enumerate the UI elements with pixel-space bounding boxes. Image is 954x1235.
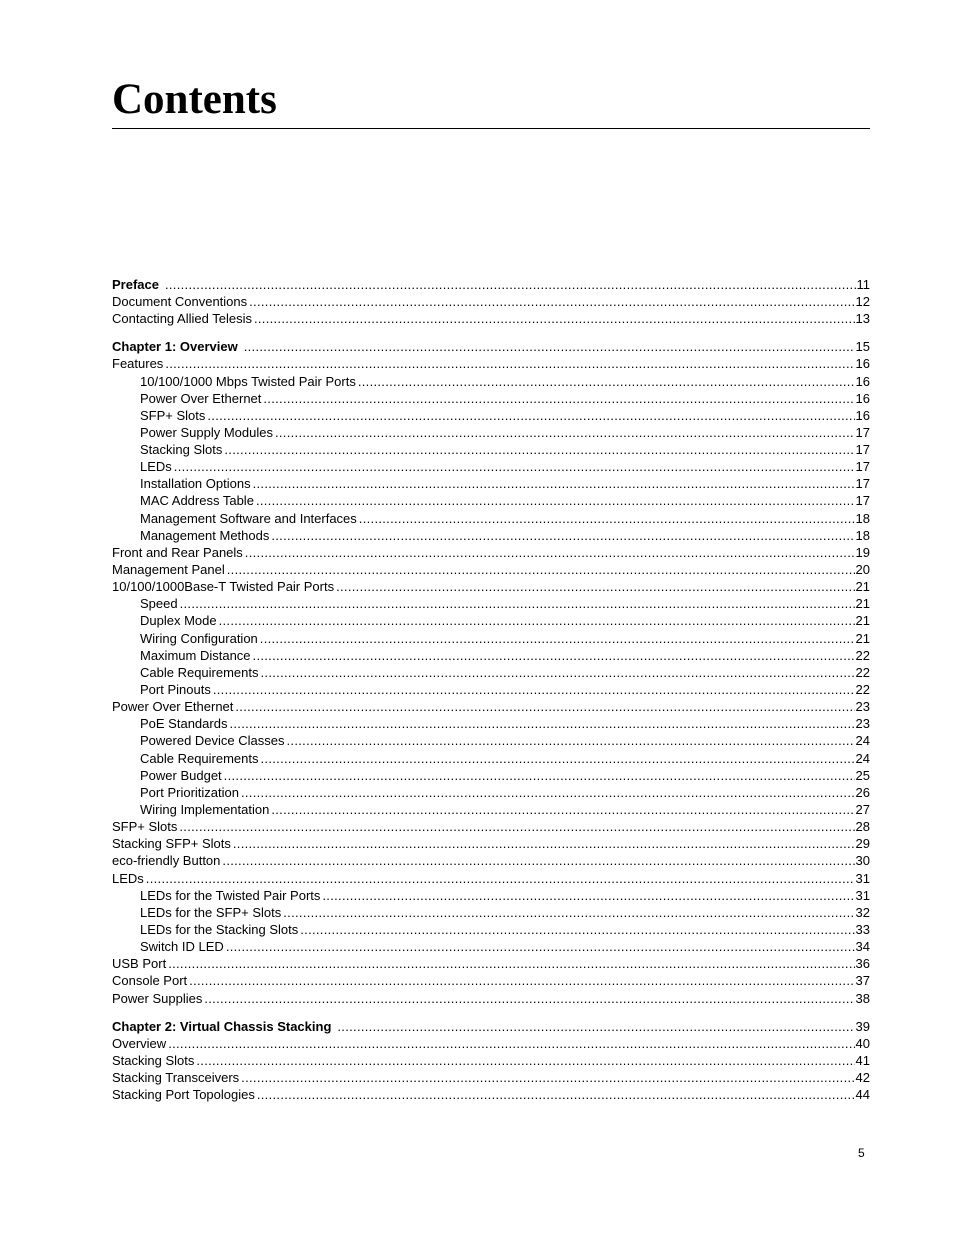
toc-entry-page: 24 xyxy=(855,733,870,749)
toc-dot-leader xyxy=(281,904,854,921)
toc-entry-page: 18 xyxy=(855,510,870,526)
toc-dot-leader xyxy=(222,767,855,784)
toc-entry-page: 28 xyxy=(855,819,870,835)
toc-entry-label: Port Pinouts xyxy=(140,682,211,698)
toc-entry-page: 34 xyxy=(855,939,870,955)
toc-entry[interactable] xyxy=(112,715,870,732)
toc-entry-page: 16 xyxy=(855,356,870,372)
toc-entry[interactable] xyxy=(112,630,870,647)
toc-entry-page: 29 xyxy=(855,836,870,852)
toc-entry-label: Stacking Transceivers xyxy=(112,1069,240,1085)
toc-dot-leader xyxy=(178,595,855,612)
toc-entry-page: 18 xyxy=(855,527,870,543)
toc-dot-leader xyxy=(269,801,854,818)
toc-dot-leader xyxy=(220,852,854,869)
toc-entry-page: 17 xyxy=(855,476,870,492)
toc-entry-page: 17 xyxy=(855,459,870,475)
toc-dot-leader xyxy=(269,527,854,544)
toc-dot-leader xyxy=(243,544,855,561)
toc-entry-page: 44 xyxy=(855,1087,870,1103)
toc-entry-page: 21 xyxy=(855,596,870,612)
toc-entry-label: Management Panel xyxy=(112,562,225,578)
toc-entry-label: Speed xyxy=(140,596,178,612)
toc-entry-page: 42 xyxy=(855,1069,870,1085)
toc-entry-page: 21 xyxy=(855,613,870,629)
toc-entry-label: LEDs for the Stacking Slots xyxy=(140,922,299,937)
toc-entry-label: Wiring Configuration xyxy=(140,630,258,646)
toc-entry-label: Power Over Ethernet xyxy=(140,390,262,406)
toc-chapter-entry[interactable] xyxy=(112,1018,870,1035)
toc-dot-leader xyxy=(233,698,854,715)
toc-entry-page: 26 xyxy=(855,784,870,800)
toc-dot-leader xyxy=(202,990,854,1007)
toc-entry[interactable] xyxy=(112,458,870,475)
toc-entry-page: 21 xyxy=(855,630,870,646)
toc-entry[interactable] xyxy=(112,561,870,578)
toc-entry-page: 39 xyxy=(855,1018,870,1034)
toc-dot-leader xyxy=(251,475,855,492)
toc-entry-label: Chapter 2: Virtual Chassis Stacking xyxy=(112,1018,332,1034)
toc-entry[interactable] xyxy=(112,784,870,801)
toc-dot-leader xyxy=(252,310,855,327)
toc-entry[interactable] xyxy=(112,407,870,424)
toc-dot-leader xyxy=(224,938,855,955)
toc-entry-label: LEDs for the SFP+ Slots xyxy=(140,904,282,920)
toc-entry[interactable] xyxy=(112,870,870,887)
toc-entry-label: Power Supply Modules xyxy=(140,424,273,440)
toc-entry-page: 36 xyxy=(855,956,870,972)
title-rule xyxy=(112,128,870,129)
toc-entry[interactable] xyxy=(112,310,870,327)
toc-dot-leader xyxy=(222,441,854,458)
toc-dot-leader xyxy=(166,1035,854,1052)
toc-entry-label: Console Port xyxy=(112,973,188,989)
toc-entry[interactable] xyxy=(112,390,870,407)
toc-entry-page: 24 xyxy=(855,750,870,766)
toc-dot-leader xyxy=(259,750,855,767)
toc-dot-leader xyxy=(172,458,855,475)
toc-dot-leader xyxy=(205,407,854,424)
toc-dot-leader xyxy=(217,612,855,629)
toc-dot-leader xyxy=(166,955,854,972)
toc-entry[interactable] xyxy=(112,293,870,310)
toc-entry-label: Stacking Slots xyxy=(140,442,223,458)
toc-dot-leader xyxy=(334,578,854,595)
toc-entry-label: Features xyxy=(112,356,164,372)
toc-entry[interactable] xyxy=(112,938,870,955)
toc-entry[interactable] xyxy=(112,664,870,681)
toc-entry[interactable] xyxy=(112,1086,870,1103)
toc-entry-label: 10/100/1000 Mbps Twisted Pair Ports xyxy=(140,373,356,389)
toc-entry-label: LEDs xyxy=(112,870,144,886)
toc-entry[interactable] xyxy=(112,732,870,749)
toc-entry-page: 22 xyxy=(855,682,870,698)
toc-dot-leader xyxy=(254,492,855,509)
toc-entry[interactable] xyxy=(112,527,870,544)
toc-entry-label: PoE Standards xyxy=(140,716,228,732)
toc-entry-page: 17 xyxy=(855,493,870,509)
toc-entry[interactable] xyxy=(112,1069,870,1086)
table-of-contents xyxy=(112,276,870,1103)
toc-entry-page: 13 xyxy=(855,311,870,327)
toc-entry-page: 16 xyxy=(855,373,870,389)
toc-entry[interactable] xyxy=(112,801,870,818)
toc-entry-label: Front and Rear Panels xyxy=(112,544,243,560)
toc-entry-page: 19 xyxy=(855,544,870,560)
toc-dot-leader xyxy=(163,355,854,372)
toc-dot-leader xyxy=(144,870,855,887)
toc-entry[interactable] xyxy=(112,647,870,664)
toc-entry-label: Stacking SFP+ Slots xyxy=(112,836,231,852)
toc-entry-page: 23 xyxy=(855,699,870,715)
toc-entry-label: Management Methods xyxy=(140,527,270,543)
toc-dot-leader xyxy=(285,732,855,749)
toc-entry[interactable] xyxy=(112,578,870,595)
toc-dot-leader xyxy=(231,835,855,852)
toc-entry-page: 17 xyxy=(855,442,870,458)
toc-entry[interactable] xyxy=(112,818,870,835)
toc-entry-label: eco-friendly Button xyxy=(112,853,221,869)
toc-dot-leader xyxy=(239,1069,854,1086)
toc-entry[interactable] xyxy=(112,681,870,698)
toc-dot-leader xyxy=(320,887,854,904)
toc-dot-leader xyxy=(242,338,855,355)
toc-entry-label: LEDs xyxy=(140,459,172,475)
toc-entry-page: 32 xyxy=(855,904,870,920)
toc-entry-label: Chapter 1: Overview xyxy=(112,339,238,355)
toc-entry[interactable] xyxy=(112,1052,870,1069)
toc-entry[interactable] xyxy=(112,544,870,561)
toc-entry[interactable] xyxy=(112,852,870,869)
page-number: 5 xyxy=(858,1146,865,1160)
toc-entry-label: Stacking Slots xyxy=(112,1052,195,1068)
toc-entry[interactable] xyxy=(112,972,870,989)
toc-dot-leader xyxy=(177,818,854,835)
toc-entry-page: 16 xyxy=(855,407,870,423)
toc-entry-page: 25 xyxy=(855,767,870,783)
toc-dot-leader xyxy=(298,921,854,938)
toc-entry-page: 11 xyxy=(856,277,870,292)
toc-dot-leader xyxy=(259,664,855,681)
toc-dot-leader xyxy=(357,510,855,527)
toc-entry[interactable] xyxy=(112,373,870,390)
toc-entry[interactable] xyxy=(112,990,870,1007)
toc-dot-leader xyxy=(261,390,854,407)
toc-dot-leader xyxy=(227,715,854,732)
toc-entry-page: 31 xyxy=(855,870,870,886)
toc-entry-page: 15 xyxy=(855,339,870,355)
toc-entry-label: Stacking Port Topologies xyxy=(112,1087,255,1103)
toc-entry[interactable] xyxy=(112,955,870,972)
toc-entry[interactable] xyxy=(112,835,870,852)
toc-entry-label: Installation Options xyxy=(140,476,251,492)
toc-entry-page: 21 xyxy=(855,579,870,595)
toc-entry-label: Management Software and Interfaces xyxy=(140,510,357,526)
toc-entry-page: 40 xyxy=(855,1035,870,1051)
toc-entry-page: 20 xyxy=(855,562,870,578)
toc-entry[interactable] xyxy=(112,510,870,527)
toc-entry[interactable] xyxy=(112,698,870,715)
toc-entry-page: 41 xyxy=(855,1052,870,1068)
toc-entry-label: SFP+ Slots xyxy=(140,407,206,423)
toc-entry-page: 22 xyxy=(855,647,870,663)
toc-dot-leader xyxy=(239,784,855,801)
toc-entry[interactable] xyxy=(112,1035,870,1052)
toc-dot-leader xyxy=(255,1086,855,1103)
toc-entry[interactable] xyxy=(112,612,870,629)
toc-entry-label: Powered Device Classes xyxy=(140,733,285,749)
toc-entry-page: 38 xyxy=(855,990,870,1006)
toc-dot-leader xyxy=(273,424,855,441)
toc-entry-label: LEDs for the Twisted Pair Ports xyxy=(140,887,321,903)
toc-entry-label: MAC Address Table xyxy=(140,493,254,509)
toc-entry-label: USB Port xyxy=(112,956,167,972)
toc-dot-leader xyxy=(194,1052,854,1069)
toc-entry[interactable] xyxy=(112,595,870,612)
toc-entry[interactable] xyxy=(112,750,870,767)
toc-entry-label: Cable Requirements xyxy=(140,664,259,680)
toc-dot-leader xyxy=(225,561,855,578)
toc-entry-label: Overview xyxy=(112,1035,167,1051)
toc-entry[interactable] xyxy=(112,424,870,441)
toc-entry-label: Power Budget xyxy=(140,767,222,783)
toc-entry-label: 10/100/1000Base-T Twisted Pair Ports xyxy=(112,579,335,595)
toc-entry-page: 17 xyxy=(855,424,870,440)
toc-dot-leader xyxy=(356,373,855,390)
toc-entry[interactable] xyxy=(112,475,870,492)
toc-dot-leader xyxy=(163,276,856,293)
toc-entry-label: SFP+ Slots xyxy=(112,819,178,835)
toc-chapter-entry[interactable] xyxy=(112,338,870,355)
toc-entry[interactable] xyxy=(112,921,870,938)
toc-entry-label: Port Prioritization xyxy=(140,784,239,800)
toc-entry[interactable] xyxy=(112,904,870,921)
toc-entry[interactable] xyxy=(112,887,870,904)
toc-entry[interactable] xyxy=(112,767,870,784)
toc-entry-label: Cable Requirements xyxy=(140,750,259,766)
page-title: Contents xyxy=(112,76,277,123)
toc-entry-page: 37 xyxy=(855,973,870,989)
toc-entry-page: 22 xyxy=(855,664,870,680)
toc-entry-label: Power Over Ethernet xyxy=(112,699,234,715)
toc-entry-label: Duplex Mode xyxy=(140,613,217,629)
toc-entry[interactable] xyxy=(112,441,870,458)
toc-chapter-entry[interactable] xyxy=(112,276,870,293)
toc-dot-leader xyxy=(335,1018,854,1035)
toc-dot-leader xyxy=(251,647,855,664)
toc-entry[interactable] xyxy=(112,355,870,372)
toc-dot-leader xyxy=(258,630,855,647)
toc-entry-label: Power Supplies xyxy=(112,990,203,1006)
toc-entry-page: 12 xyxy=(855,294,870,310)
toc-entry-label: Contacting Allied Telesis xyxy=(112,311,252,327)
toc-entry-label: Maximum Distance xyxy=(140,647,251,663)
toc-dot-leader xyxy=(247,293,854,310)
toc-entry-label: Switch ID LED xyxy=(140,939,224,955)
toc-entry-page: 31 xyxy=(855,887,870,903)
toc-entry-page: 27 xyxy=(855,802,870,818)
toc-entry[interactable] xyxy=(112,492,870,509)
toc-dot-leader xyxy=(187,972,854,989)
toc-dot-leader xyxy=(211,681,855,698)
toc-entry-label: Preface xyxy=(112,277,159,292)
toc-entry-page: 33 xyxy=(855,922,870,937)
toc-entry-page: 30 xyxy=(855,853,870,869)
toc-entry-page: 16 xyxy=(855,390,870,406)
toc-entry-page: 23 xyxy=(855,716,870,732)
toc-entry-label: Document Conventions xyxy=(112,294,248,310)
toc-entry-label: Wiring Implementation xyxy=(140,802,270,818)
